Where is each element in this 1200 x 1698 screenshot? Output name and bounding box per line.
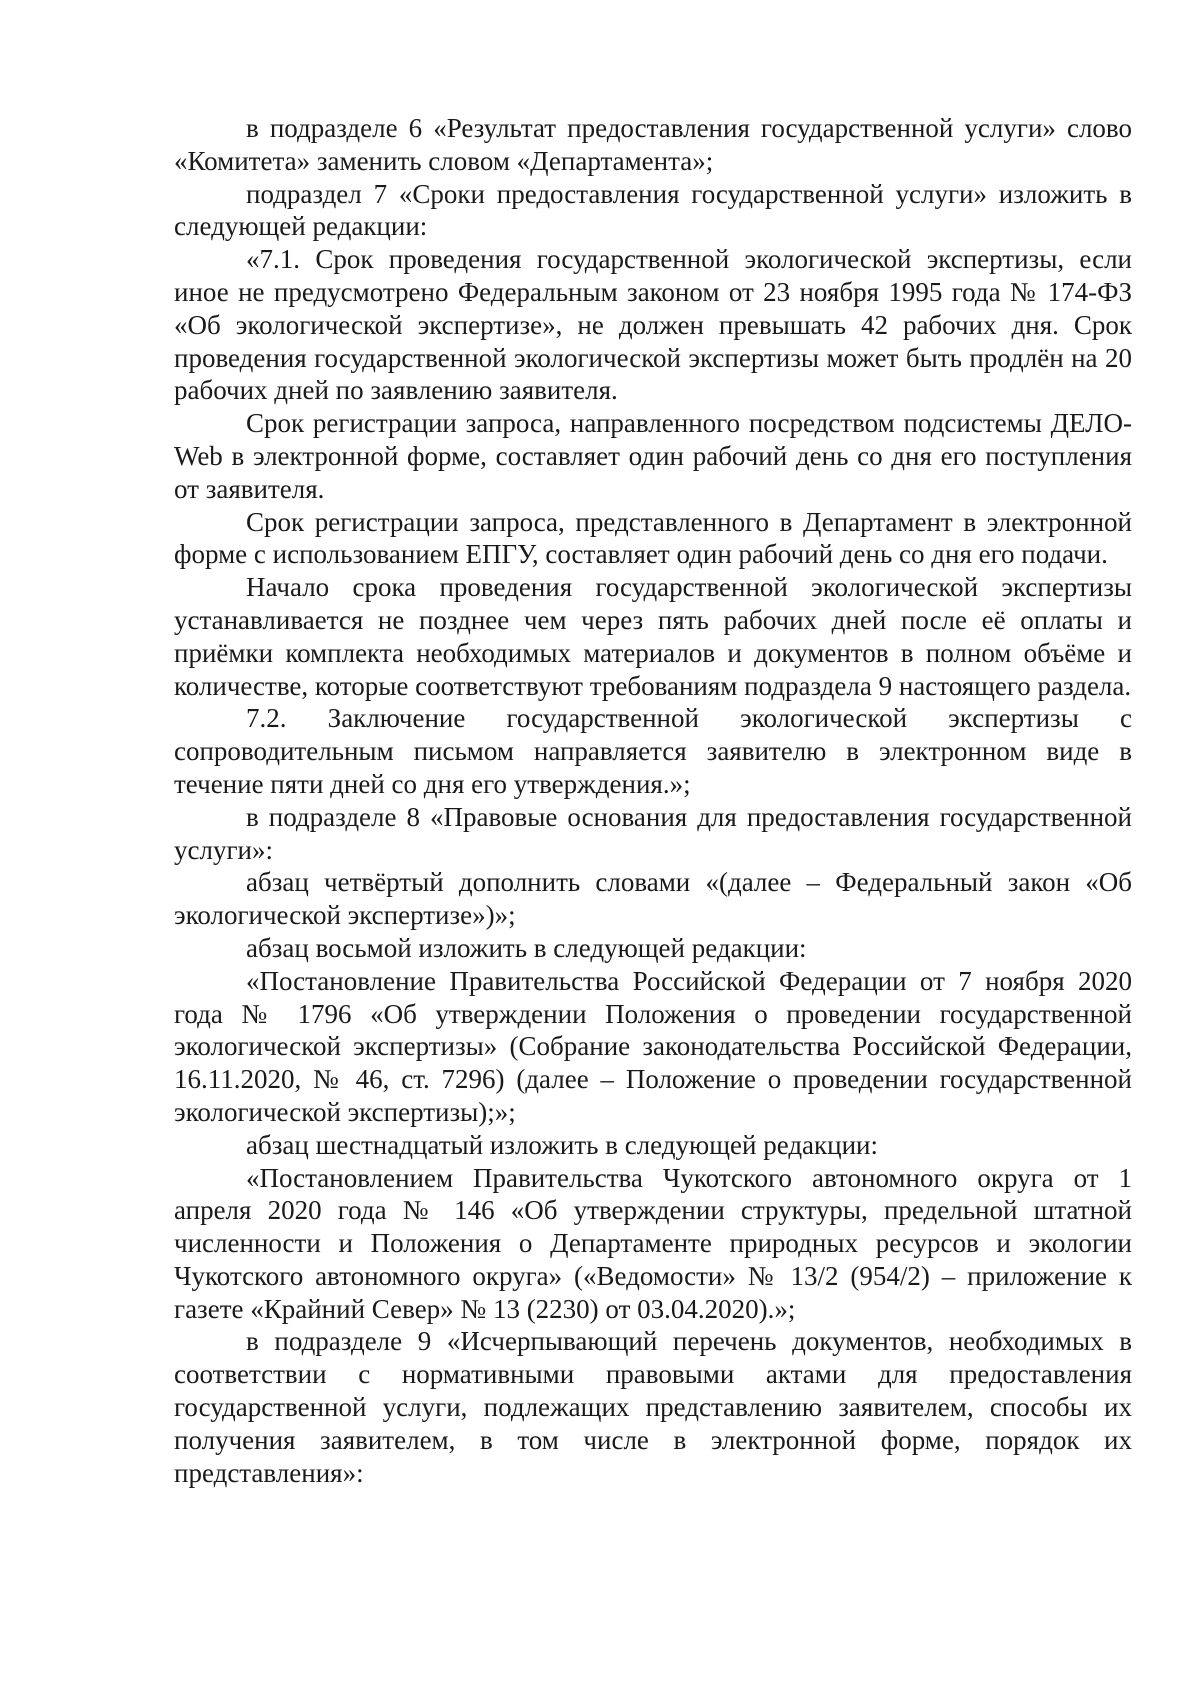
paragraph: абзац четвёртый дополнить словами «(далее – Федеральный закон «Об экологической экспертизе»)»; <box>174 867 1132 931</box>
paragraph: в подразделе 8 «Правовые основания для предоставления государственной услуги»: <box>174 801 1132 865</box>
paragraph: в подразделе 9 «Исчерпывающий перечень документов, необходимых в соответствии с нормативными правовыми актами для предоставления государственной услуги, подлежащих представлению заявителем, способы их получения заявителем, в том числе в электронной форме, порядок их представления»: <box>174 1326 1132 1488</box>
paragraph: подраздел 7 «Сроки предоставления государственной услуги» изложить в следующей редакции: <box>174 178 1132 242</box>
paragraph: Срок регистрации запроса, представленного в Департамент в электронной форме с использованием ЕПГУ, составляет один рабочий день со дня его подачи. <box>174 506 1132 570</box>
document-body <box>174 112 1132 1489</box>
paragraph: «Постановлением Правительства Чукотского автономного округа от 1 апреля 2020 года № 146 «Об утверждении структуры, предельной штатной численности и Положения о Департаменте природных ресурсов и экологии Чукотского автономного округа» («Ведомости» № 13/2 (954/2) – приложение к газете «Крайний Север» № 13 (2230) от 03.04.2020).»; <box>174 1162 1132 1324</box>
paragraph: Срок регистрации запроса, направленного посредством подсистемы ДЕЛО-Web в электронной форме, составляет один рабочий день со дня его поступления от заявителя. <box>174 408 1132 504</box>
paragraph: 7.2. Заключение государственной экологической экспертизы с сопроводительным письмом направляется заявителю в электронном виде в течение пяти дней со дня его утверждения.»; <box>174 703 1132 799</box>
paragraph: абзац восьмой изложить в следующей редакции: <box>246 932 807 963</box>
paragraph: «Постановление Правительства Российской Федерации от 7 ноября 2020 года № 1796 «Об утверждении Положения о проведении государственной экологической экспертизы» (Собрание законодательства Российской Федерации, 16.11.2020, № 46, ст. 7296) (далее – Положение о проведении государственной экологической экспертизы);»; <box>174 965 1132 1127</box>
paragraph: «7.1. Срок проведения государственной экологической экспертизы, если иное не предусмотрено Федеральным законом от 23 ноября 1995 года № 174-ФЗ «Об экологической экспертизе», не должен превышать 42 рабочих дня. Срок проведения государственной экологической экспертизы может быть продлён на 20 рабочих дней по заявлению заявителя. <box>174 244 1132 406</box>
paragraph: абзац шестнадцатый изложить в следующей редакции: <box>246 1129 879 1160</box>
paragraph: Начало срока проведения государственной экологической экспертизы устанавливается не позднее чем через пять рабочих дней после её оплаты и приёмки комплекта необходимых материалов и документов в полном объёме и количестве, которые соответствуют требованиям подраздела 9 настоящего раздела. <box>174 572 1132 701</box>
paragraph: в подразделе 6 «Результат предоставления государственной услуги» слово «Комитета» заменить словом «Департамента»; <box>174 113 1132 176</box>
